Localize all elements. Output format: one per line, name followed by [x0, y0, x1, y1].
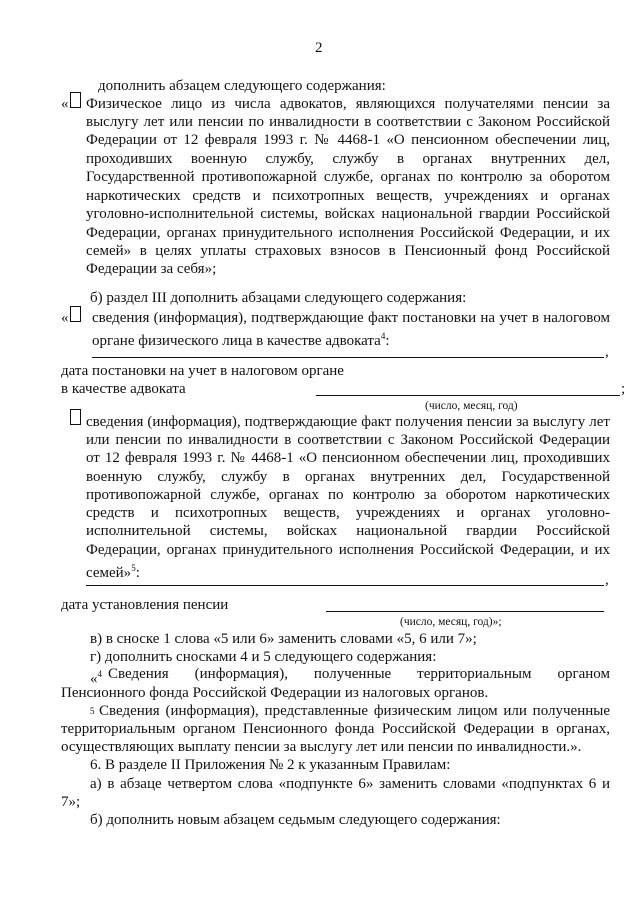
checkbox-icon [70, 409, 81, 425]
quote3-line: средств и психотропных веществ, учреждениях и органах уголовно- [86, 505, 610, 521]
item-b-intro: б) раздел III дополнить абзацами следующего содержания: [90, 290, 467, 306]
line-comma: , [605, 572, 609, 588]
quote1-line: выслугу лет или пенсии по инвалидности в соответствии с Законом Российской [86, 114, 610, 130]
footnote-5-text-2: территориальным органом Пенсионного фонда Российской Федерации в органах, [61, 721, 610, 737]
quote3-line: семей»$^5$: [86, 563, 140, 581]
footnote-4-line: «$^4$ [90, 669, 102, 687]
quote1-line: Федерации от 12 февраля 1993 г. № 4468-1 «О пенсионном обеспечении лиц, [86, 132, 610, 148]
line-comma: , [605, 344, 609, 360]
checkbox-icon [70, 92, 81, 108]
quote-open: « [61, 96, 69, 112]
quote1-line: Федерации, органах принудительного исполнения Российской Федерации, и их [86, 225, 610, 241]
footnote-4-text-2: Пенсионного фонда Российской Федерации из налоговых органов. [61, 685, 489, 701]
quote3-line: военную службу, службу в органах внутренних дел, Государственной [86, 469, 610, 485]
page-number: 2 [315, 40, 323, 56]
quote3-line: Федерации, органах принудительного исполнения Российской Федерации, и их [86, 542, 610, 558]
quote1-line: уголовно-исполнительной системы, войсках национальной гвардии Российской [86, 206, 610, 222]
quote3-line: противопожарной службе, органах по контролю за оборотом наркотических [86, 487, 610, 503]
date-registration-label-2: в качестве адвоката [61, 381, 186, 397]
item-6b: б) дополнить новым абзацем седьмым следующего содержания: [90, 812, 501, 828]
quote1-line: наркотических средств и психотропных веществ, учреждениях и органах [86, 188, 610, 204]
quote1-line: Федерации за себя»; [86, 261, 217, 277]
quote3-line: сведения (информация), подтверждающие факт получения пенсии за выслугу лет [86, 414, 610, 430]
date-registration-field [316, 395, 620, 396]
footnote-ref-4: 4 [380, 331, 386, 341]
checkbox-icon [70, 306, 81, 322]
footnote-ref-5: 5 [131, 563, 136, 573]
item-d: г) дополнить сносками 4 и 5 следующего содержания: [90, 649, 437, 665]
quote2-line: органе физического лица в качестве адвоката$^4$: [92, 331, 390, 349]
date-hint: (число, месяц, год) [425, 400, 518, 412]
footnote-5-text-3: осуществляющих выплату пенсии за выслугу лет или пенсии по инвалидности.». [61, 739, 582, 755]
quote-open: « [61, 310, 69, 326]
quote2-line: сведения (информация), подтверждающие факт постановки на учет в налоговом [92, 310, 610, 326]
quote1-line: семей» в целях уплаты страховых взносов в Пенсионный фонд Российской [86, 243, 610, 259]
footnote-4-text: Сведения (информация), полученные территориальным органом [108, 666, 610, 682]
line-semicolon: ; [621, 381, 626, 397]
date-pension-label: дата установления пенсии [61, 597, 229, 613]
date-registration-label: дата постановки на учет в налоговом органе [61, 363, 344, 379]
item-c: в) в сноске 1 слова «5 или 6» заменить словами «5, 6 или 7»; [90, 631, 477, 647]
quote1-line: проходивших военную службу, службу в органах внутренних дел, [86, 151, 610, 167]
footnote-5-ref: 5 [90, 706, 95, 716]
footnote-5-text: Сведения (информация), представленные физическим лицом или полученные [99, 703, 610, 719]
quote1-line: Государственной противопожарной службе, органах по контролю за оборотом [86, 169, 610, 185]
blank-line [92, 357, 604, 358]
paragraph-intro: дополнить абзацем следующего содержания: [98, 78, 386, 94]
blank-line [86, 585, 604, 586]
item-6: 6. В разделе II Приложения № 2 к указанным Правилам: [90, 757, 451, 773]
item-6a: а) в абзаце четвертом слова «подпункте 6» заменить словами «подпунктах 6 и [90, 776, 610, 792]
date-hint: (число, месяц, год)»; [400, 616, 502, 628]
quote3-line: исполнительной системы, войсках национальной гвардии Российской [86, 523, 610, 539]
quote3-line: от 12 февраля 1993 г. № 4468-1 «О пенсионном обеспечении лиц, проходивших [86, 450, 610, 466]
quote3-line: или пенсии по инвалидности в соответствии с Законом Российской Федерации [86, 432, 610, 448]
quote1-line: Физическое лицо из числа адвокатов, являющихся получателями пенсии за [86, 96, 610, 112]
item-6a-cont: 7»; [61, 794, 81, 810]
date-pension-field [326, 611, 604, 612]
